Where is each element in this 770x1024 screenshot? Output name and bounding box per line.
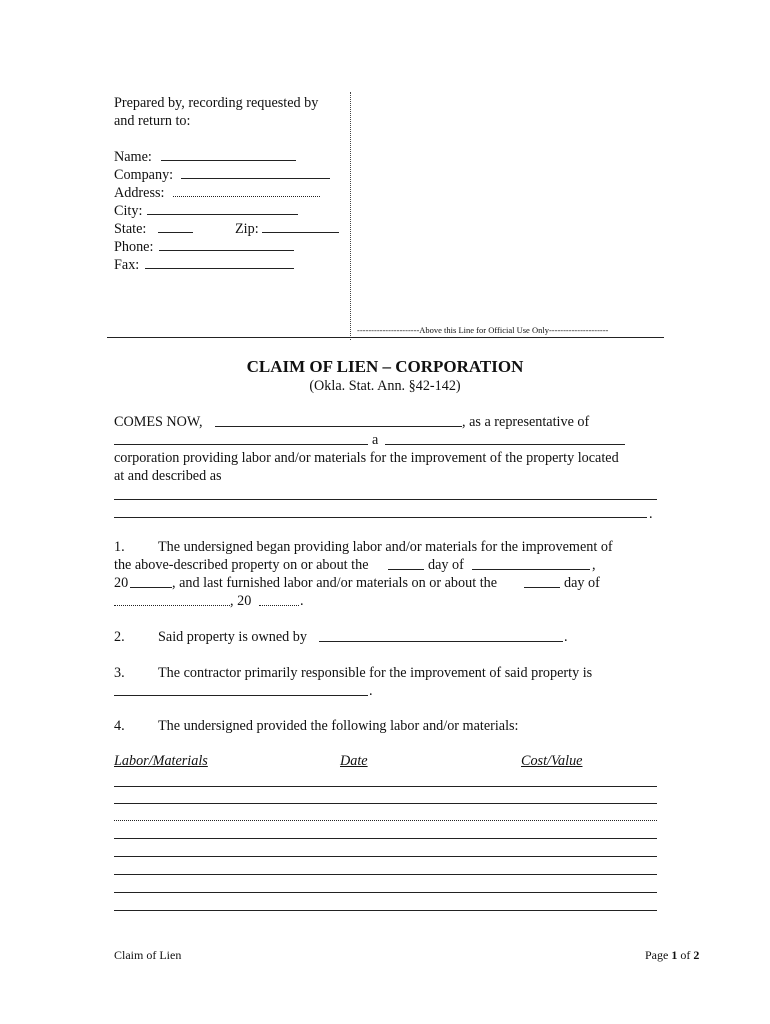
as-representative-text: , as a representative of xyxy=(462,414,590,430)
labor-line[interactable] xyxy=(114,786,657,787)
page-indicator xyxy=(645,946,699,964)
phone-label: Phone: xyxy=(114,239,154,255)
item1-day-of: day of xyxy=(428,557,464,573)
statute-reference: (Okla. Stat. Ann. §42-142) xyxy=(309,378,461,394)
representative-name-field[interactable] xyxy=(215,426,462,427)
name-label: Name: xyxy=(114,149,152,165)
labor-line[interactable] xyxy=(114,892,657,893)
phone-field[interactable] xyxy=(159,250,294,251)
fax-label: Fax: xyxy=(114,257,140,273)
item4-number: 4. xyxy=(114,718,125,734)
last-month-field[interactable] xyxy=(114,605,230,606)
address-field[interactable] xyxy=(173,196,320,197)
page-total: 2 xyxy=(693,948,700,962)
state-label: State: xyxy=(114,221,147,237)
item1-line2-text: the above-described property on or about the xyxy=(114,557,369,573)
city-field[interactable] xyxy=(147,214,298,215)
intro-body-line2: at and described as xyxy=(114,468,222,484)
page-of: of xyxy=(680,948,691,962)
last-year-field[interactable] xyxy=(259,605,299,606)
header-vertical-divider xyxy=(350,92,351,340)
prepared-by-line2: and return to: xyxy=(114,113,191,129)
labor-line[interactable] xyxy=(114,803,657,804)
labor-line[interactable] xyxy=(114,874,657,875)
name-field[interactable] xyxy=(161,160,296,161)
item2-text: Said property is owned by xyxy=(158,629,307,645)
owner-field[interactable] xyxy=(319,641,563,642)
start-month-field[interactable] xyxy=(472,569,590,570)
labor-line[interactable] xyxy=(114,856,657,857)
comes-now-label: COMES NOW, xyxy=(114,414,203,430)
property-description-line1[interactable] xyxy=(114,499,657,500)
labor-line[interactable] xyxy=(114,838,657,839)
intro-body-line1: corporation providing labor and/or materials for the improvement of the property located xyxy=(114,450,619,466)
item1-comma: , xyxy=(592,557,596,573)
item1-line3-text: , and last furnished labor and/or materials on or about the xyxy=(172,575,498,591)
item2-number: 2. xyxy=(114,629,125,645)
fax-field[interactable] xyxy=(145,268,294,269)
start-day-field[interactable] xyxy=(388,569,424,570)
item3-period: . xyxy=(369,683,373,699)
item1-line1: The undersigned began providing labor and/or materials for the improvement of xyxy=(158,539,613,555)
item1-year-prefix-2: , 20 xyxy=(230,593,252,609)
corporation-name-field[interactable] xyxy=(114,444,368,445)
last-day-field[interactable] xyxy=(524,587,560,588)
footer-title: Claim of Lien xyxy=(114,948,182,962)
item4-text: The undersigned provided the following labor and/or materials: xyxy=(158,718,519,734)
col-labor-materials: Labor/Materials xyxy=(114,753,208,769)
item1-year-prefix: 20 xyxy=(114,575,129,591)
description-period: . xyxy=(649,506,653,522)
a-text: a xyxy=(372,432,379,448)
company-field[interactable] xyxy=(181,178,330,179)
item2-period: . xyxy=(564,629,568,645)
labor-line[interactable] xyxy=(114,910,657,911)
item3-text: The contractor primarily responsible for the improvement of said property is xyxy=(158,665,593,681)
company-label: Company: xyxy=(114,167,174,183)
address-label: Address: xyxy=(114,185,165,201)
page-number: 1 xyxy=(671,948,678,962)
contractor-field[interactable] xyxy=(114,695,368,696)
property-description-line2[interactable] xyxy=(114,517,647,518)
start-year-field[interactable] xyxy=(130,587,172,588)
corporation-state-field[interactable] xyxy=(385,444,625,445)
item1-number: 1. xyxy=(114,539,125,555)
labor-line[interactable] xyxy=(114,820,657,821)
col-date: Date xyxy=(340,753,368,769)
city-label: City: xyxy=(114,203,143,219)
state-field[interactable] xyxy=(158,232,193,233)
item1-period: . xyxy=(300,593,304,609)
document-title: CLAIM OF LIEN – CORPORATION xyxy=(246,357,524,376)
official-use-notice: ----------------------Above this Line for Official Use Only--------------------- xyxy=(357,325,609,335)
item3-number: 3. xyxy=(114,665,125,681)
zip-field[interactable] xyxy=(262,232,339,233)
header-horizontal-divider xyxy=(107,337,664,338)
item1-day-of-2: day of xyxy=(564,575,600,591)
zip-label: Zip: xyxy=(235,221,259,237)
col-cost-value: Cost/Value xyxy=(521,753,583,769)
prepared-by-line1: Prepared by, recording requested by xyxy=(114,95,319,111)
page-prefix: Page xyxy=(645,948,669,962)
